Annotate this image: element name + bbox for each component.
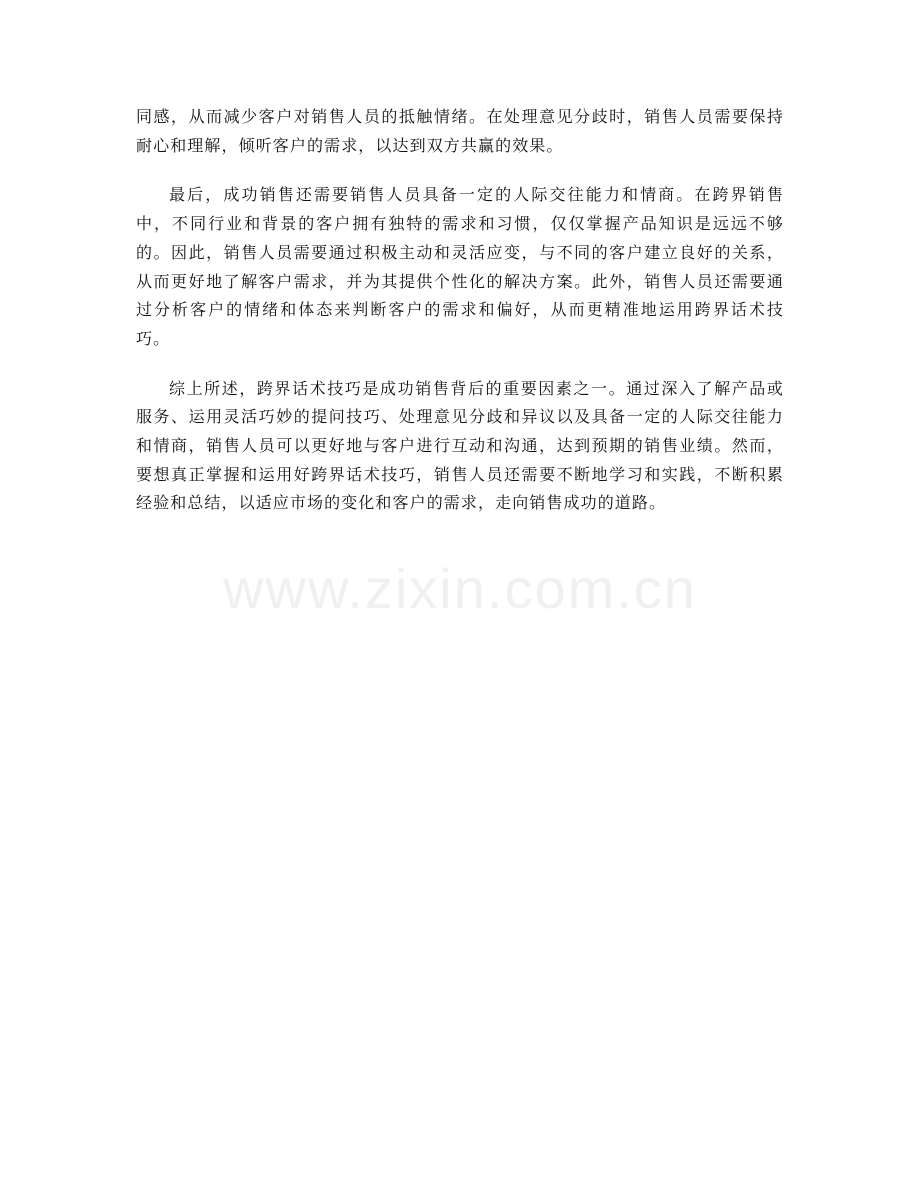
paragraph-interpersonal-skills: 最后，成功销售还需要销售人员具备一定的人际交往能力和情商。在跨界销售中，不同行业和背景的客户拥有独特的需求和习惯，仅仅掌握产品知识是远远不够的。因此，销售人员需要通过积极主动和灵活应变，与不同的客户建立良好的关系，从而更好地了解客户需求，并为其提供个性化的解决方案。此外，销售人员还需要通过分析客户的情绪和体态来判断客户的需求和偏好，从而更精准地运用跨界话术技巧。	[136, 185, 784, 348]
paragraph-conclusion: 综上所述，跨界话术技巧是成功销售背后的重要因素之一。通过深入了解产品或服务、运用灵活巧妙的提问技巧、处理意见分歧和异议以及具备一定的人际交往能力和情商，销售人员可以更好地与客户进行互动和沟通，达到预期的销售业绩。然而，要想真正掌握和运用好跨界话术技巧，销售人员还需要不断地学习和实践，不断积累经验和总结，以适应市场的变化和客户的需求，走向销售成功的道路。	[136, 378, 784, 513]
document-body	[136, 103, 784, 539]
watermark: www.zixin.com.cn	[223, 557, 697, 620]
paragraph-continuation: 同感，从而减少客户对销售人员的抵触情绪。在处理意见分歧时，销售人员需要保持耐心和理解，倾听客户的需求，以达到双方共赢的效果。	[136, 107, 784, 155]
